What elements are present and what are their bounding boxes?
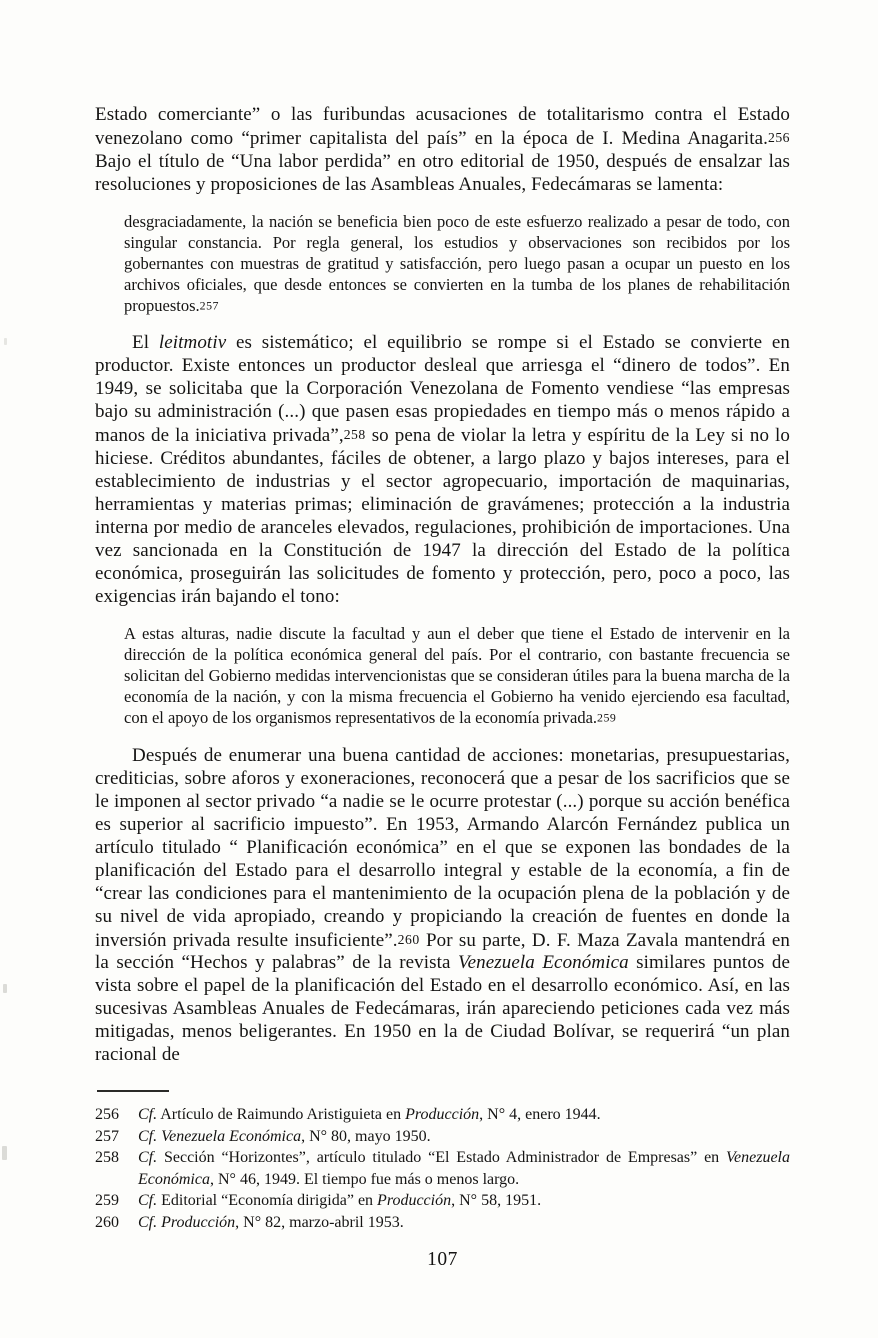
footnote-ref: 256 — [767, 130, 790, 145]
paragraph-3 — [95, 744, 790, 1067]
paragraph-2 — [95, 331, 790, 608]
footnote-text — [138, 1212, 790, 1234]
footnote-separator — [97, 1090, 169, 1092]
text-run: Editorial “Economía dirigida” en — [157, 1192, 378, 1210]
text-run: Cf. — [138, 1149, 158, 1167]
text-run: so pena de violar la letra y espíritu de la Ley si no lo hiciese. Créditos abundantes, fáciles de obtener, a largo plazo y bajos intereses, para el establecimiento de industrias y el sector agropecuario, importación de maquinarias, herramientas y materias primas; eliminación de gravámenes; protección a la industria interna por medio de aranceles elevados, regulaciones, prohibición de importaciones. Una vez sancionada en la Constitución de 1947 la dirección del Estado de la política económica, proseguirán las solicitudes de fomento y protección, pero, poco a poco, las exigencias irán bajando el tono: — [95, 425, 790, 608]
text-run: similares puntos de vista sobre el papel de la planificación del Estado en el desarrollo económico. Así, en las sucesivas Asambleas Anuales de Fedecámaras, irán apareciendo peticiones cada vez más mitigadas, menos beligerantes. En 1950 en la de Ciudad Bolívar, se requerirá “un plan racional de — [95, 952, 790, 1066]
text-run: Producción — [377, 1192, 452, 1210]
text-run: Bajo el título de “Una labor perdida” en otro editorial de 1950, después de ensalzar las resoluciones y proposiciones de las Asambleas Anuales, Fedecámaras se lamenta: — [95, 150, 790, 195]
footnote-number: 260 — [95, 1213, 119, 1231]
text-run: Artículo de Raimundo Aristiguieta en — [157, 1106, 406, 1124]
footnote-ref: 259 — [597, 710, 617, 725]
footnote-text — [138, 1147, 790, 1190]
text-run: Venezuela Económica — [458, 952, 629, 974]
text-run: Estado comerciante” o las furibundas acusaciones de totalitarismo contra el Estado venezolano como “primer capitalista del país” en la época de I. Medina Anagarita. — [95, 104, 790, 149]
text-run: es sistemático; el equilibrio se rompe si el Estado se convierte en productor. Existe entonces un productor desleal que arriesga el “dinero de todos”. En 1949, se solicitaba que la Corporación Venezolana de Fomento vendiese “las empresas bajo su administración (...) que pasen esas propiedades en tiempo más o menos rápido a manos de la iniciativa privada”, — [95, 332, 790, 447]
text-run: , N° 80, mayo 1950. — [301, 1127, 431, 1145]
text-run: Sección “Horizontes”, artículo titulado “El Estado Administrador de Empresas” en — [157, 1149, 727, 1167]
footnote-text — [138, 1104, 790, 1126]
footnote-ref: 260 — [397, 931, 420, 947]
text-run: , N° 58, 1951. — [451, 1192, 542, 1210]
text-run: , N° 82, marzo-abril 1953. — [235, 1213, 404, 1231]
footnote-number: 258 — [95, 1149, 119, 1167]
footnote-number: 259 — [95, 1192, 119, 1210]
text-run: Cf. — [138, 1106, 158, 1124]
text-run: Cf. — [138, 1192, 158, 1210]
scan-artifact — [3, 984, 7, 993]
text-run: Por su parte, D. F. Maza Zavala mantendrá en la sección “Hechos y palabras” de la revista — [95, 929, 790, 974]
text-run: leitmotiv — [158, 332, 227, 354]
footnote-row — [95, 1212, 790, 1234]
paragraph-1 — [95, 103, 790, 196]
text-run: El — [132, 332, 159, 354]
text-run: Después de enumerar una buena cantidad de acciones: monetarias, presupuestarias, crediticias, sobre aforos y exoneraciones, reconocerá que a pesar de los sacrificios que se le imponen al sector privado “a nadie se le ocurre protestar (...) porque su acción benéfica es superior al sacrificio impuesto”. En 1953, Armando Alarcón Fernández publica un artículo titulado “ Planificación económica” en el que se exponen las bondades de la planificación del Estado para el desarrollo integral y estable de la economía, a fin de “crear las condiciones para el mantenimiento de la ocupación plena de la población y de su nivel de vida apropiado, creando y propiciando la creación de fuentes en donde la inversión privada resulte insuficiente”. — [95, 744, 790, 951]
footnote-row — [95, 1190, 790, 1212]
scan-artifact — [4, 338, 7, 345]
page-number: 107 — [427, 1249, 458, 1271]
text-run: , N° 4, enero 1944. — [479, 1106, 601, 1124]
text-run: desgraciadamente, la nación se beneficia bien poco de este esfuerzo realizado a pesar de todo, con singular constancia. Por regla general, los estudios y observaciones son recibidos por los gobernantes con muestras de gratitud y satisfacción, pero luego pasan a ocupar un puesto en los archivos oficiales, que desde entonces se convierten en la tumba de los planes de rehabilitación propuestos. — [124, 211, 790, 315]
footnote-text — [138, 1126, 790, 1148]
text-run: Venezuela Económica — [138, 1149, 790, 1188]
block-quote-1 — [124, 211, 790, 316]
footnote-row — [95, 1126, 790, 1148]
text-run: , N° 46, 1949. El tiempo fue más o menos largo. — [209, 1170, 520, 1188]
footnote-ref: 257 — [199, 298, 219, 313]
block-quote-2 — [124, 623, 790, 728]
text-run: Cf. Producción — [138, 1213, 236, 1231]
footnote-text — [138, 1190, 790, 1212]
scan-artifact — [2, 1146, 7, 1160]
footnote-ref: 258 — [343, 427, 366, 443]
footnote-row — [95, 1104, 790, 1126]
text-run: Cf. Venezuela Económica — [138, 1127, 302, 1145]
footnotes-section — [95, 1104, 790, 1233]
text-run: A estas alturas, nadie discute la facultad y aun el deber que tiene el Estado de intervenir en la dirección de la política económica general del país. Por el contrario, con bastante frecuencia se solicitan del Gobierno medidas intervencionistas que se consideran útiles para la buena marcha de la economía de la nación, y con la misma frecuencia el Gobierno ha venido ejerciendo esa facultad, con el apoyo de los organismos representativos de la economía privada. — [124, 624, 790, 728]
footnote-row — [95, 1147, 790, 1190]
footnote-number: 256 — [95, 1106, 119, 1124]
footnote-number: 257 — [95, 1127, 119, 1145]
text-run: Producción — [405, 1106, 480, 1124]
